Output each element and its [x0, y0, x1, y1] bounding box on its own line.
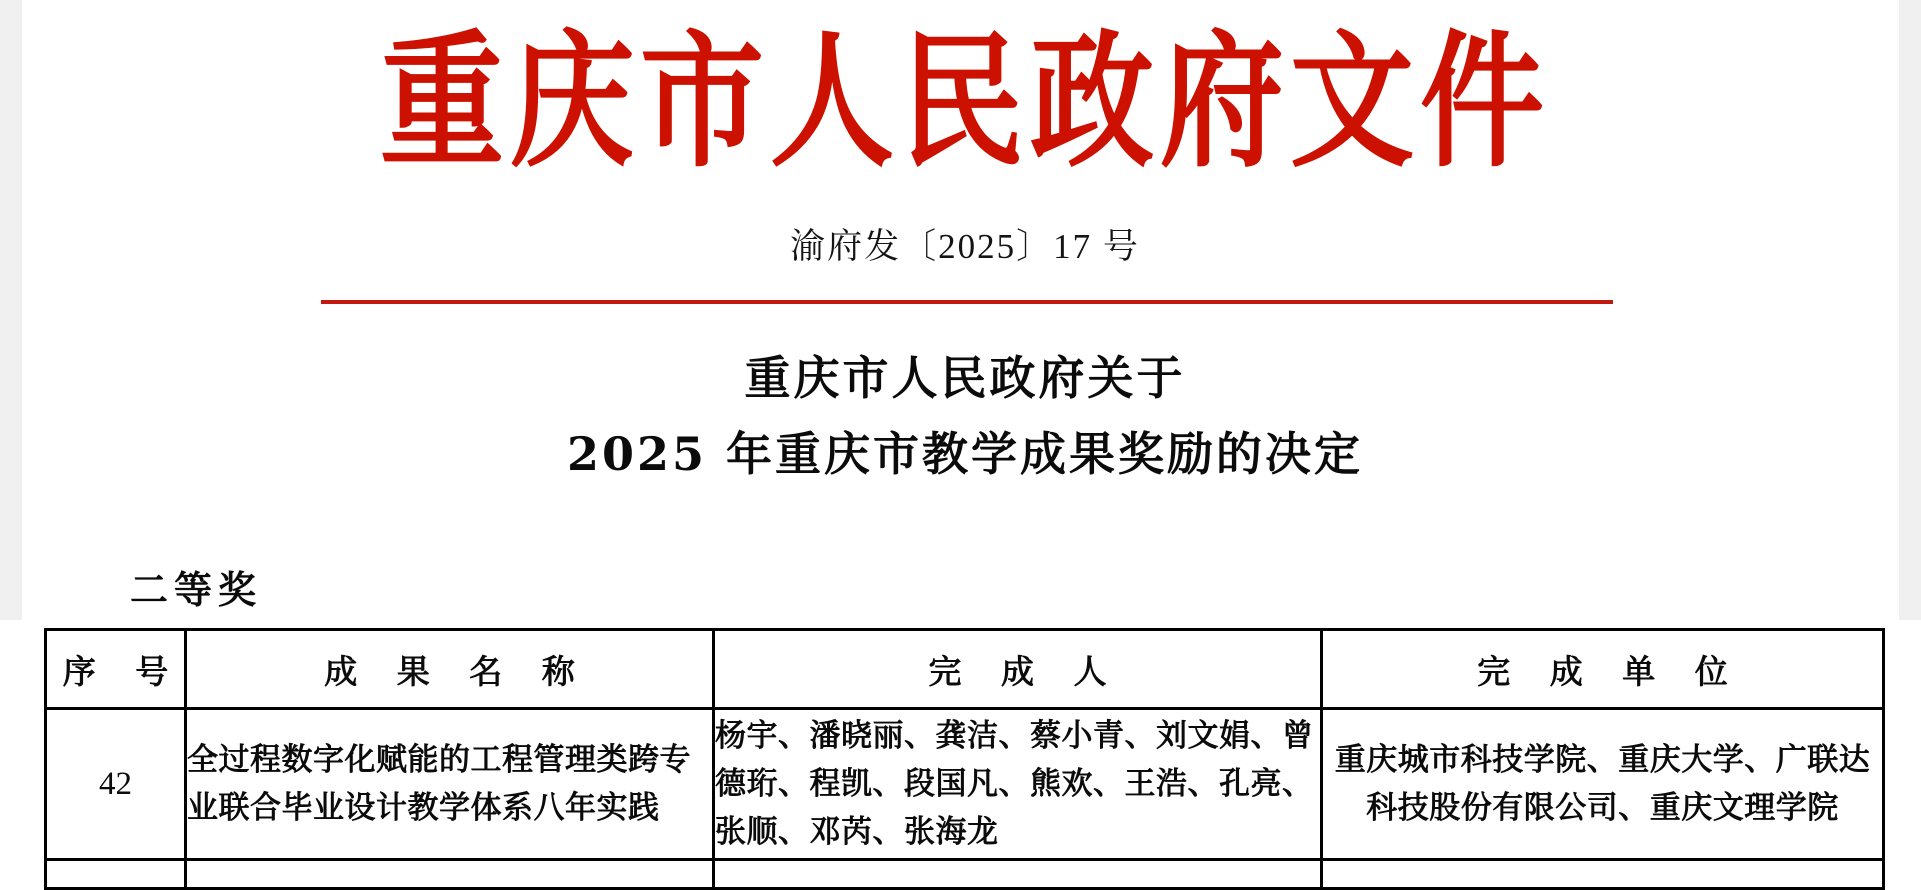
- table-row: [46, 709, 1884, 860]
- cell-no-partial: [46, 860, 186, 889]
- column-header-no: 序 号: [46, 630, 186, 709]
- cell-achievement-partial: [186, 860, 714, 889]
- column-header-people: 完 成 人: [714, 630, 1322, 709]
- table-row-partial: [46, 860, 1884, 889]
- table-header-row: [46, 630, 1884, 709]
- document-title: [233, 340, 1697, 520]
- cell-organization-partial: [1322, 860, 1884, 889]
- page-right-gutter: [1899, 0, 1921, 620]
- award-table-container: [44, 628, 1882, 890]
- red-rule-divider: [321, 300, 1613, 304]
- column-header-achievement: 成 果 名 称: [186, 630, 714, 709]
- cell-achievement: 全过程数字化赋能的工程管理类跨专业联合毕业设计教学体系八年实践: [186, 709, 714, 860]
- award-level-heading: 二等奖: [120, 555, 272, 618]
- document-number-block: [233, 205, 1697, 329]
- cell-people-partial: [714, 860, 1322, 889]
- cell-no: 42: [46, 709, 186, 860]
- award-table: [44, 628, 1885, 890]
- document-title-line-1: 重庆市人民政府关于: [744, 351, 1186, 405]
- masthead-title: 重庆市人民政府文件: [379, 16, 1550, 188]
- cell-people: 杨宇、潘晓丽、龚洁、蔡小青、刘文娟、曾德珩、程凯、段国凡、熊欢、王浩、孔亮、张顺、邓芮、张海龙: [714, 709, 1322, 860]
- cell-organization: 重庆城市科技学院、重庆大学、广联达科技股份有限公司、重庆文理学院: [1322, 709, 1884, 860]
- column-header-organization: 完 成 单 位: [1322, 630, 1884, 709]
- document-title-line-2: 2025 年重庆市教学成果奖励的决定: [566, 427, 1364, 481]
- masthead: [233, 0, 1697, 205]
- page-left-gutter: [0, 0, 22, 620]
- document-number: 渝府发〔2025〕17 号: [790, 227, 1140, 266]
